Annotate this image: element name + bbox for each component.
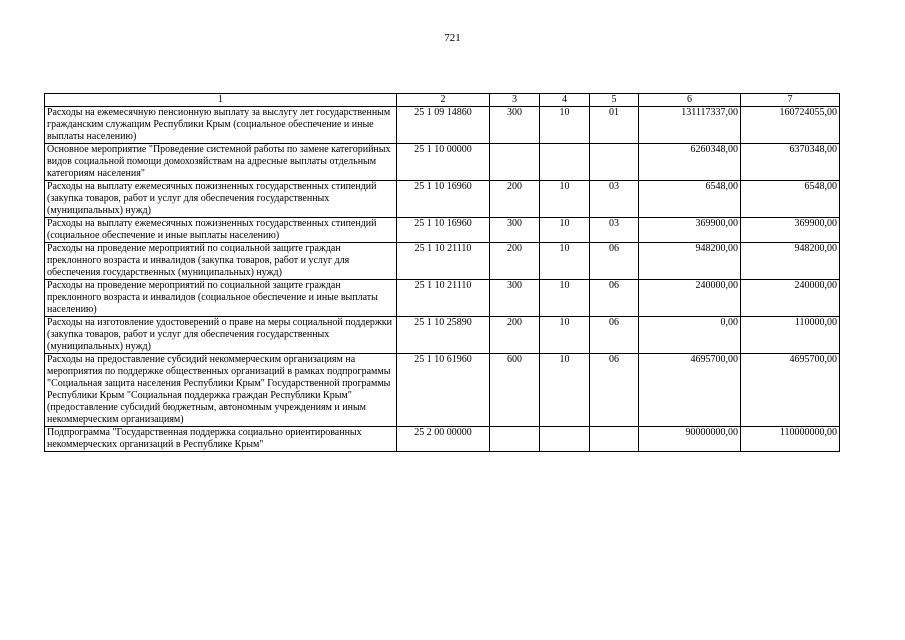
section-cell: 10 (540, 218, 590, 243)
table-header (45, 94, 840, 107)
amount-cell: 131117337,00 (639, 107, 741, 144)
column-header: 6 (639, 94, 741, 107)
section-cell: 10 (540, 354, 590, 427)
table-body (45, 107, 840, 452)
subsection-cell: 06 (590, 280, 639, 317)
amount-cell: 90000000,00 (639, 427, 741, 452)
column-header: 4 (540, 94, 590, 107)
target-code-cell: 25 1 10 25890 (397, 317, 490, 354)
budget-table (44, 93, 840, 452)
expense-type-cell (490, 144, 540, 181)
section-cell: 10 (540, 243, 590, 280)
amount-cell: 6370348,00 (741, 144, 840, 181)
table-row (45, 181, 840, 218)
table-row (45, 280, 840, 317)
expense-name-cell: Основное мероприятие "Проведение системной работы по замене категорийных видов социальной помощи домохозяйствам на адресные выплаты отдельным категориям населения" (45, 144, 397, 181)
section-cell: 10 (540, 280, 590, 317)
table-row (45, 144, 840, 181)
section-cell (540, 144, 590, 181)
subsection-cell (590, 427, 639, 452)
target-code-cell: 25 1 10 61960 (397, 354, 490, 427)
expense-name-cell: Расходы на проведение мероприятий по социальной защите граждан преклонного возраста и инвалидов (закупка товаров, работ и услуг для обеспечения государственных (муниципальных) нужд) (45, 243, 397, 280)
amount-cell: 110000000,00 (741, 427, 840, 452)
section-cell (540, 427, 590, 452)
section-cell: 10 (540, 181, 590, 218)
target-code-cell: 25 1 10 16960 (397, 181, 490, 218)
amount-cell: 369900,00 (741, 218, 840, 243)
column-number-row (45, 94, 840, 107)
column-header: 1 (45, 94, 397, 107)
subsection-cell: 01 (590, 107, 639, 144)
table-row (45, 427, 840, 452)
expense-type-cell: 200 (490, 243, 540, 280)
expense-type-cell: 600 (490, 354, 540, 427)
amount-cell: 948200,00 (639, 243, 741, 280)
expense-type-cell: 300 (490, 218, 540, 243)
target-code-cell: 25 1 10 21110 (397, 243, 490, 280)
target-code-cell: 25 1 10 00000 (397, 144, 490, 181)
subsection-cell: 06 (590, 317, 639, 354)
target-code-cell: 25 2 00 00000 (397, 427, 490, 452)
expense-type-cell (490, 427, 540, 452)
target-code-cell: 25 1 10 21110 (397, 280, 490, 317)
expense-type-cell: 200 (490, 181, 540, 218)
amount-cell: 6260348,00 (639, 144, 741, 181)
column-header: 7 (741, 94, 840, 107)
expense-name-cell: Расходы на ежемесячную пенсионную выплату за выслугу лет государственным гражданским служащим Республики Крым (социальное обеспечение и иные выплаты населению) (45, 107, 397, 144)
section-cell: 10 (540, 317, 590, 354)
subsection-cell: 06 (590, 354, 639, 427)
subsection-cell (590, 144, 639, 181)
amount-cell: 240000,00 (639, 280, 741, 317)
amount-cell: 0,00 (639, 317, 741, 354)
table-row (45, 107, 840, 144)
table-row (45, 317, 840, 354)
amount-cell: 160724055,00 (741, 107, 840, 144)
table-row (45, 243, 840, 280)
expense-type-cell: 300 (490, 280, 540, 317)
column-header: 5 (590, 94, 639, 107)
expense-name-cell: Подпрограмма "Государственная поддержка социально ориентированных некоммерческих организаций в Республике Крым" (45, 427, 397, 452)
target-code-cell: 25 1 10 16960 (397, 218, 490, 243)
amount-cell: 948200,00 (741, 243, 840, 280)
subsection-cell: 06 (590, 243, 639, 280)
expense-type-cell: 300 (490, 107, 540, 144)
table-row (45, 354, 840, 427)
amount-cell: 6548,00 (639, 181, 741, 218)
expense-name-cell: Расходы на проведение мероприятий по социальной защите граждан преклонного возраста и инвалидов (социальное обеспечение и иные выплаты населению) (45, 280, 397, 317)
subsection-cell: 03 (590, 218, 639, 243)
amount-cell: 6548,00 (741, 181, 840, 218)
subsection-cell: 03 (590, 181, 639, 218)
expense-name-cell: Расходы на выплату ежемесячных пожизненных государственных стипендий (социальное обеспечение и иные выплаты населению) (45, 218, 397, 243)
section-cell: 10 (540, 107, 590, 144)
amount-cell: 110000,00 (741, 317, 840, 354)
page-number: 721 (444, 32, 461, 44)
amount-cell: 4695700,00 (741, 354, 840, 427)
expense-name-cell: Расходы на предоставление субсидий некоммерческим организациям на мероприятия по поддержке общественных организаций в рамках подпрограммы "Социальная защита населения Республики Крым" Государственной программы Республики Крым "Социальная поддержка граждан Республики Крым" (предоставление субсидий бюджетным, автономным учреждениям и иным некоммерческим организациям) (45, 354, 397, 427)
column-header: 2 (397, 94, 490, 107)
table-row (45, 218, 840, 243)
target-code-cell: 25 1 09 14860 (397, 107, 490, 144)
expense-type-cell: 200 (490, 317, 540, 354)
amount-cell: 4695700,00 (639, 354, 741, 427)
column-header: 3 (490, 94, 540, 107)
amount-cell: 240000,00 (741, 280, 840, 317)
amount-cell: 369900,00 (639, 218, 741, 243)
expense-name-cell: Расходы на выплату ежемесячных пожизненных государственных стипендий (закупка товаров, работ и услуг для обеспечения государственных (муниципальных) нужд) (45, 181, 397, 218)
expense-name-cell: Расходы на изготовление удостоверений о праве на меры социальной поддержки (закупка товаров, работ и услуг для обеспечения государственных (муниципальных) нужд) (45, 317, 397, 354)
